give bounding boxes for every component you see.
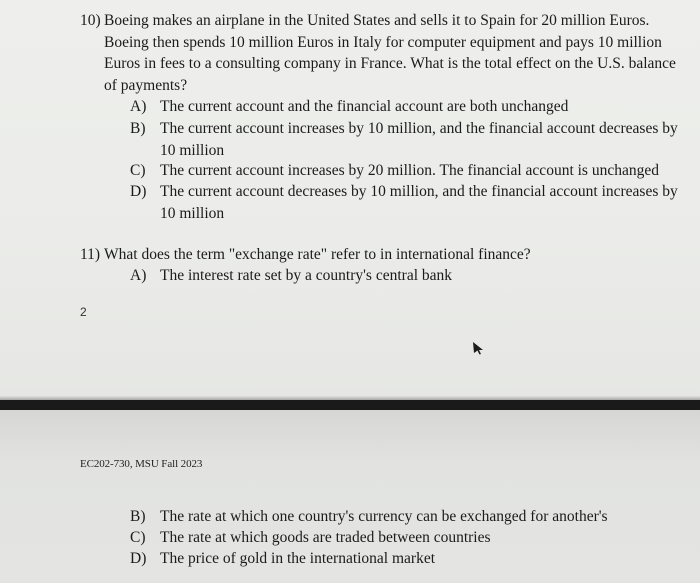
q10-option-c-text: The current account increases by 20 million. The financial account is unchanged (160, 162, 659, 179)
q10-option-b-letter: B) (130, 120, 146, 137)
q10-line-2: Boeing then spends 10 million Euros in Italy for computer equipment and pays 10 million (104, 34, 662, 51)
q10-option-b-text-2: 10 million (160, 142, 225, 159)
page-footer: EC202-730, MSU Fall 2023 (80, 458, 203, 470)
page-number: 2 (80, 305, 87, 319)
q11-option-a-letter: A) (130, 267, 147, 284)
q10-option-b-text-1: The current account increases by 10 million, and the financial account decreases by (160, 120, 678, 137)
q11-text: What does the term "exchange rate" refer to in international finance? (104, 246, 531, 263)
q10-line-3: Euros in fees to a consulting company in France. What is the total effect on the U.S. balance (104, 55, 676, 72)
q11-option-a-text: The interest rate set by a country's central bank (160, 267, 453, 284)
q11-option-d-text: The price of gold in the international market (160, 550, 436, 567)
q11-number: 11) (80, 246, 101, 263)
q10-option-d-text-2: 10 million (160, 205, 225, 222)
q10-line-1: Boeing makes an airplane in the United States and sells it to Spain for 20 million Euros. (104, 12, 650, 29)
q10-line-4: of payments? (104, 77, 188, 94)
q10-option-d-text-1: The current account decreases by 10 million, and the financial account increases by (160, 183, 678, 200)
q11-option-c-letter: C) (130, 529, 146, 546)
q11-option-c-text: The rate at which goods are traded between countries (160, 529, 491, 546)
q10-option-c-letter: C) (130, 162, 146, 179)
q10-option-a-text: The current account and the financial account are both unchanged (160, 98, 569, 115)
page-gap (0, 400, 700, 410)
q10-option-d-letter: D) (130, 183, 147, 200)
q11-option-b-text: The rate at which one country's currency can be exchanged for another's (160, 508, 608, 525)
q11-option-b-letter: B) (130, 508, 146, 525)
q10-option-a-letter: A) (130, 98, 147, 115)
q11-option-d-letter: D) (130, 550, 147, 567)
cursor-arrow-icon (471, 341, 485, 355)
q10-number: 10) (80, 12, 101, 29)
